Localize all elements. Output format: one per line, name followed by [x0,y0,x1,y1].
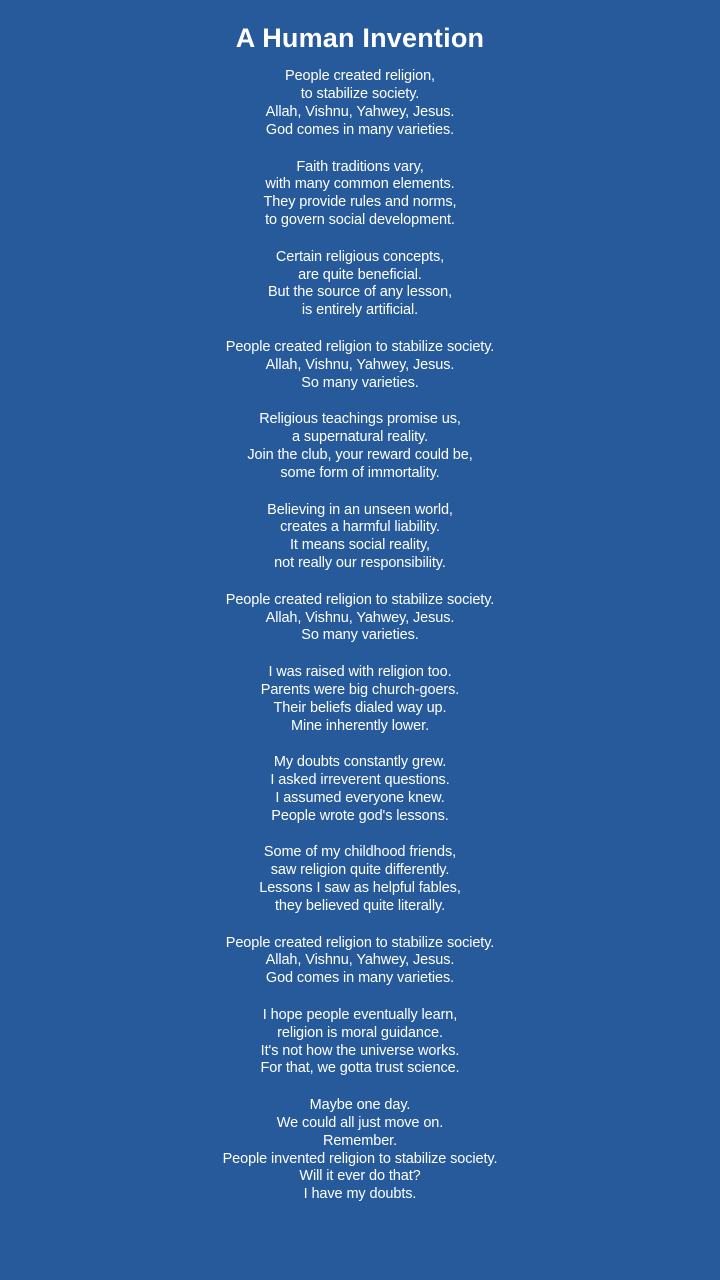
poem-line: So many varieties. [301,374,419,391]
poem-line: they believed quite literally. [274,897,446,914]
poem-line: People created religion to stabilize society. [225,338,495,355]
poem-line: God comes in many varieties. [265,970,455,987]
stanza [268,249,452,320]
poem-line: Allah, Vishnu, Yahwey, Jesus. [265,103,455,120]
poem-line: not really our responsibility. [274,554,446,571]
poem-line: For that, we gotta trust science. [260,1060,460,1077]
poem-line: Allah, Vishnu, Yahwey, Jesus. [265,952,455,969]
poem-line: People created religion, [285,68,435,85]
poem-line: I assumed everyone knew. [275,789,445,806]
poem-line: Remember. [322,1132,398,1149]
poem-line: Certain religious concepts, [275,248,445,265]
poem-line: some form of immortality. [280,464,440,481]
poem-line: Join the club, your reward could be, [247,446,473,463]
poem-line: I have my doubts. [303,1186,417,1203]
stanza [266,68,455,139]
stanza [226,935,494,988]
poem-line: But the source of any lesson, [267,284,453,301]
poem-line: It's not how the universe works. [260,1042,460,1059]
stanza [247,411,472,482]
poem-line: People invented religion to stabilize society. [222,1150,498,1167]
poem-line: a supernatural reality. [291,429,429,446]
poem-line: They provide rules and norms, [263,194,457,211]
poem-line: My doubts constantly grew. [273,754,447,771]
poem-line: People wrote god's lessons. [271,807,449,824]
poem-line: Faith traditions vary, [296,158,424,175]
poem-line: to stabilize society. [300,86,420,103]
poem-line: Allah, Vishnu, Yahwey, Jesus. [265,609,455,626]
stanza [261,1007,460,1078]
poem-line: I hope people eventually learn, [262,1007,458,1024]
poem-line: saw religion quite differently. [270,862,450,879]
poem-line: religion is moral guidance. [277,1024,443,1041]
poem-line: People created religion to stabilize society. [225,934,495,951]
poem-line: It means social reality, [290,537,430,554]
poem-line: Allah, Vishnu, Yahwey, Jesus. [265,356,455,373]
poem-line: We could all just move on. [276,1115,444,1132]
poem-line: Mine inherently lower. [290,717,430,734]
poem-line: is entirely artificial. [301,302,419,319]
stanza [226,592,494,645]
poem-line: Religious teachings promise us, [259,411,461,428]
poem-line: People created religion to stabilize society. [225,591,495,608]
poem-line: Lessons I saw as helpful fables, [259,880,461,897]
poem-line: Maybe one day. [309,1097,411,1114]
poem-line: Parents were big church-goers. [260,681,460,698]
poem-body [20,68,700,1223]
poem-line: Will it ever do that? [299,1168,421,1185]
stanza [261,664,460,735]
poem-line: are quite beneficial. [298,266,422,283]
poem-line: to govern social development. [265,211,455,228]
poem-line: I was raised with religion too. [268,664,452,681]
stanza [226,339,494,392]
poem-line: Their beliefs dialed way up. [273,699,447,716]
poem-line: So many varieties. [301,627,419,644]
stanza [264,159,457,230]
poem-line: creates a harmful liability. [280,519,440,536]
stanza [259,844,461,915]
poem-line: Believing in an unseen world, [267,501,453,518]
poem-line: with many common elements. [265,176,455,193]
stanza [270,754,449,825]
stanza [223,1097,498,1204]
poem-line: Some of my childhood friends, [263,844,457,861]
stanza [267,502,453,573]
page-title: A Human Invention [235,23,485,53]
poem-line: God comes in many varieties. [265,121,455,138]
poem-line: I asked irreverent questions. [270,772,450,789]
